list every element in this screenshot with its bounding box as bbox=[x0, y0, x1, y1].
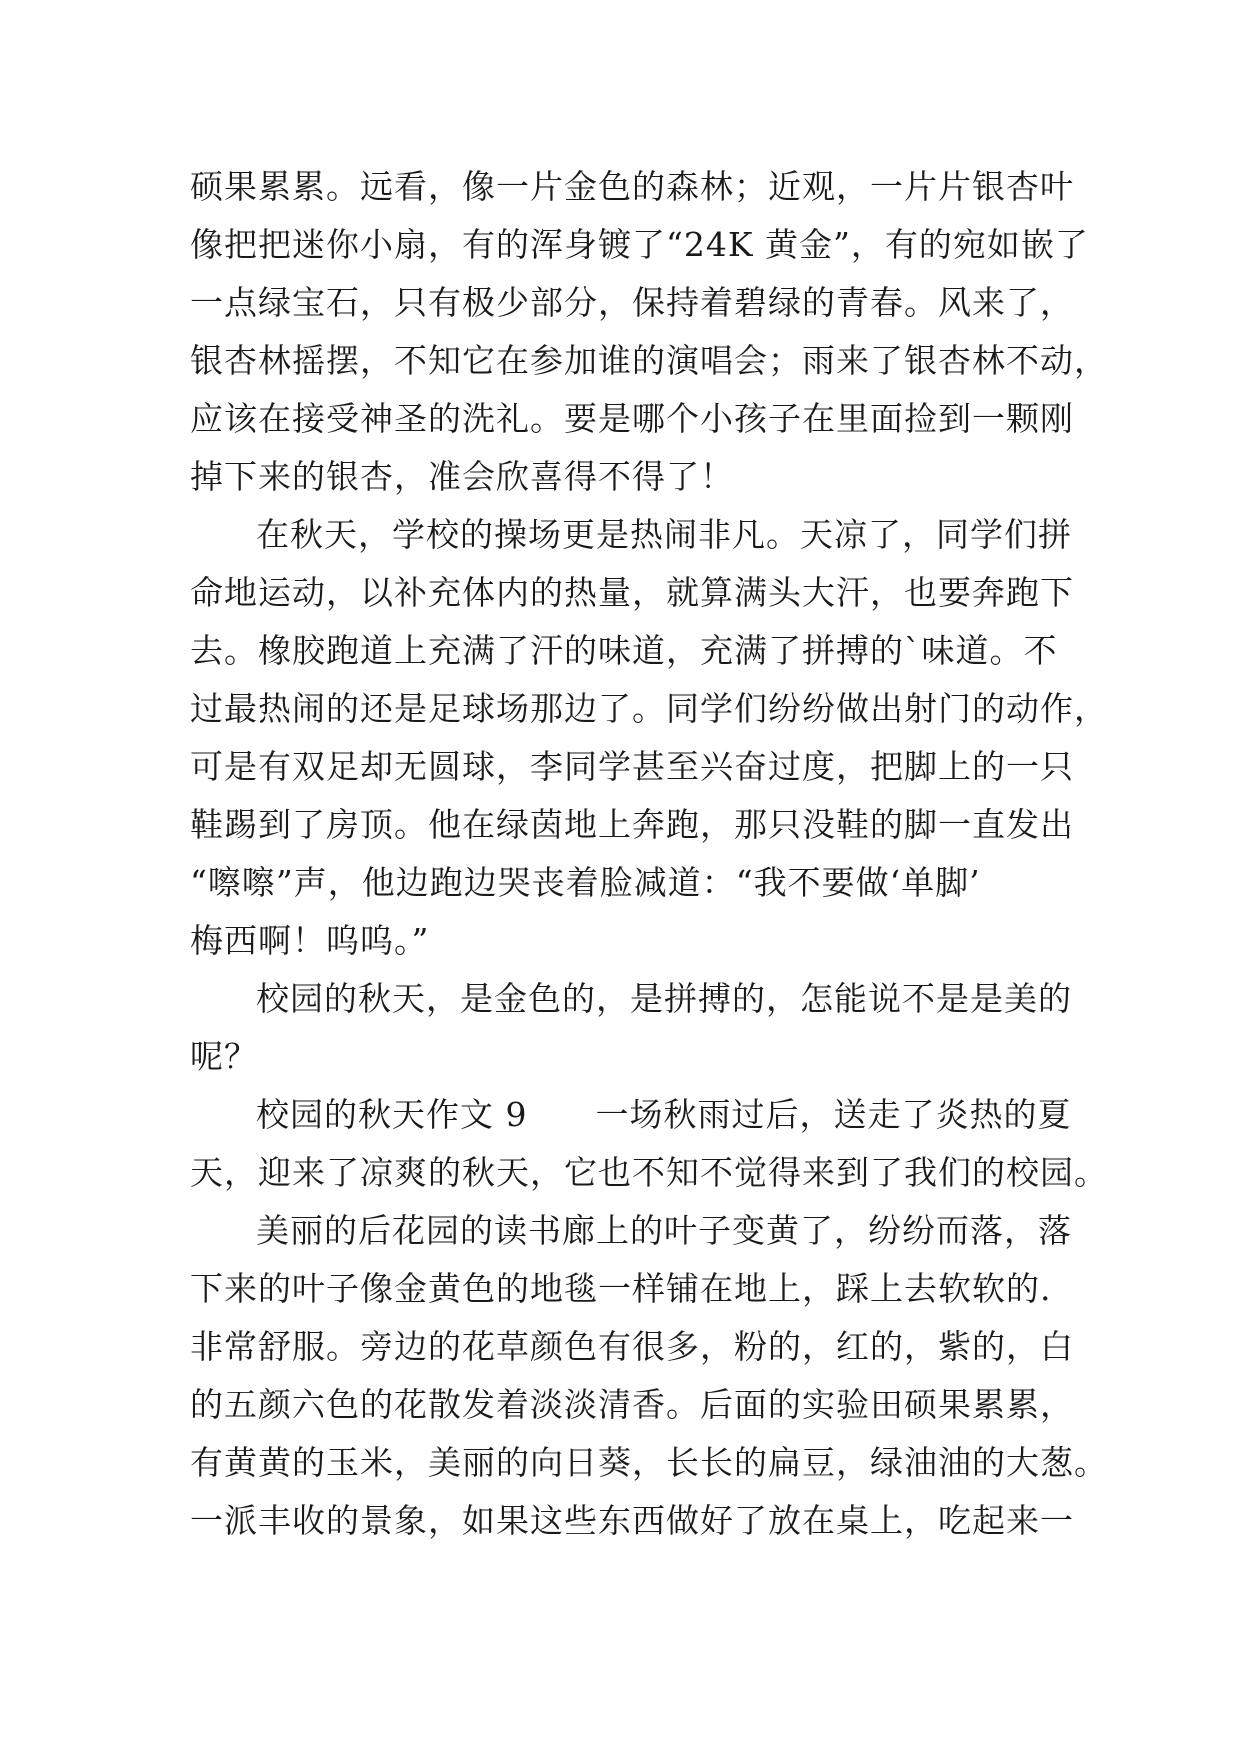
text-line: 天，迎来了凉爽的秋天，它也不知不觉得来到了我们的校园。 bbox=[190, 1153, 1108, 1192]
text-line: 像把把迷你小扇，有的浑身镀了“24K 黄金”，有的宛如嵌了 bbox=[190, 225, 1089, 264]
paragraph bbox=[190, 158, 1108, 506]
text-line: 非常舒服。旁边的花草颜色有很多，粉的，红的，紫的，白 bbox=[190, 1327, 1074, 1366]
text-line: 去。橡胶跑道上充满了汗的味道，充满了拼搏的`味道。不 bbox=[190, 631, 1058, 670]
paragraph bbox=[190, 1086, 1108, 1202]
text-line: 校园的秋天作文 9 一场秋雨过后，送走了炎热的夏 bbox=[256, 1095, 1072, 1134]
paragraph bbox=[190, 1202, 1108, 1550]
paragraph bbox=[190, 506, 1108, 970]
text-line: 有黄黄的玉米，美丽的向日葵，长长的扁豆，绿油油的大葱。 bbox=[190, 1443, 1108, 1482]
text-line: 一派丰收的景象，如果这些东西做好了放在桌上，吃起来一 bbox=[190, 1501, 1074, 1540]
text-line: 过最热闹的还是足球场那边了。同学们纷纷做出射门的动作， bbox=[190, 689, 1108, 728]
text-line: 梅西啊！呜呜。” bbox=[190, 921, 430, 960]
text-line: 命地运动，以补充体内的热量，就算满头大汗，也要奔跑下 bbox=[190, 573, 1074, 612]
text-line: 下来的叶子像金黄色的地毯一样铺在地上，踩上去软软的. bbox=[190, 1269, 1052, 1308]
text-line: 美丽的后花园的读书廊上的叶子变黄了，纷纷而落，落 bbox=[256, 1211, 1072, 1250]
text-line: 应该在接受神圣的洗礼。要是哪个小孩子在里面捡到一颗刚 bbox=[190, 399, 1074, 438]
text-line: 鞋踢到了房顶。他在绿茵地上奔跑，那只没鞋的脚一直发出 bbox=[190, 805, 1074, 844]
paragraph bbox=[190, 970, 1070, 1086]
text-line: 掉下来的银杏，准会欣喜得不得了！ bbox=[190, 457, 734, 496]
text-line: 银杏林摇摆，不知它在参加谁的演唱会；雨来了银杏林不动， bbox=[190, 341, 1108, 380]
text-line: 可是有双足却无圆球，李同学甚至兴奋过度，把脚上的一只 bbox=[190, 747, 1074, 786]
text-line: 在秋天，学校的操场更是热闹非凡。天凉了，同学们拼 bbox=[256, 515, 1072, 554]
text-line: “嚓嚓”声，他边跑边哭丧着脸减道：“我不要做‘单脚’ bbox=[190, 863, 981, 902]
document-body bbox=[190, 158, 1108, 1550]
text-line: 校园的秋天，是金色的，是拼搏的，怎能说不是是美的 bbox=[256, 979, 1072, 1018]
text-line: 的五颜六色的花散发着淡淡清香。后面的实验田硕果累累， bbox=[190, 1385, 1074, 1424]
text-line: 一点绿宝石，只有极少部分，保持着碧绿的青春。风来了， bbox=[190, 283, 1074, 322]
text-line: 硕果累累。远看，像一片金色的森林；近观，一片片银杏叶 bbox=[190, 167, 1074, 206]
text-line: 呢？ bbox=[190, 1037, 258, 1076]
